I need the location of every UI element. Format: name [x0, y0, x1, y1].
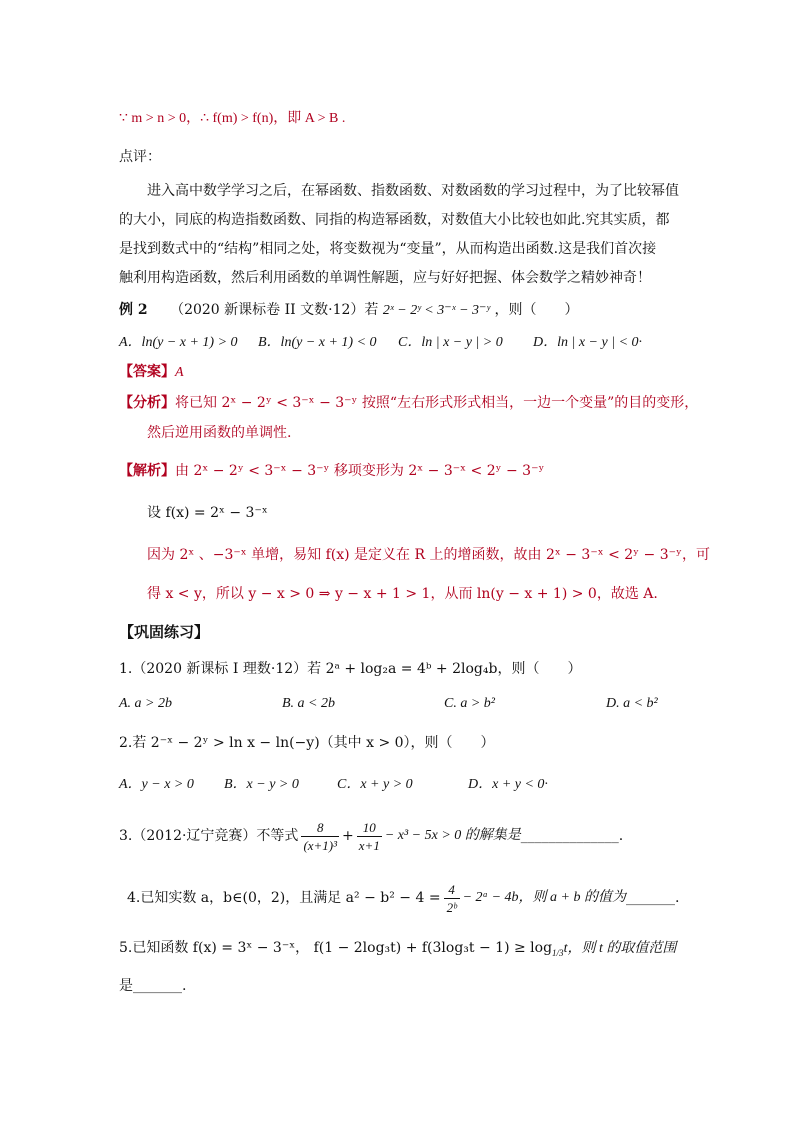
q3-fraction-2	[357, 819, 382, 854]
example-solution-1	[119, 461, 544, 481]
q5-tail: t，则 t 的取值范围	[563, 941, 677, 956]
comment-line-1: 进入高中数学学习之后，在幂函数、指数函数、对数函数的学习过程中，为了比较幂值	[147, 183, 679, 199]
q4-rest: − 2ᵃ − 4b，则 a + b 的值为	[462, 890, 626, 905]
example-label: 例 2	[119, 302, 148, 318]
q3-frac2-den: x+1	[358, 837, 380, 853]
example-answer	[119, 362, 184, 383]
practice-q1-option-c: C. a > b²	[444, 696, 495, 711]
q3-prefix: 3.（2012·辽宁竞赛）不等式	[119, 828, 299, 844]
practice-q2-option-a: A．y − x > 0	[119, 777, 194, 792]
solution-tag: 【解析】	[119, 463, 175, 479]
comment-line-2: 的大小，同底的构造指数函数、同指的构造幂函数，对数值大小比较也如此.究其实质，都	[119, 212, 670, 228]
practice-q2-option-b: B．x − y > 0	[224, 777, 299, 792]
practice-q4	[127, 876, 679, 920]
q3-frac1-den: (x+1)³	[303, 837, 338, 853]
q3-blank[interactable]: ______________.	[520, 828, 624, 844]
practice-q1-option-b: B. a < 2b	[282, 696, 335, 711]
solution-text-1: 由 2ˣ − 2ʸ < 3⁻ˣ − 3⁻ʸ 移项变形为 2ˣ − 3⁻ˣ < 2ʸ − 3⁻ʸ	[175, 463, 545, 479]
practice-q1-stem: 1.（2020 新课标 I 理数·12）若 2ᵃ + log₂a = 4ᵇ + 2log₄b，则（ ）	[119, 661, 582, 677]
q4-blank[interactable]: _______.	[625, 890, 680, 906]
practice-q2-option-c: C．x + y > 0	[337, 777, 413, 792]
comment-label: 点评：	[119, 149, 161, 165]
example-2-stem	[119, 300, 578, 321]
q3-rest: − x³ − 5x > 0 的解集是	[384, 828, 521, 843]
example-option-b: B．ln(y − x + 1) < 0	[258, 335, 377, 350]
example-condition: 2ˣ − 2ʸ < 3⁻ˣ − 3⁻ʸ	[382, 303, 491, 318]
example-source: （2020 新课标卷 II 文数·12）若	[170, 302, 379, 318]
q4-frac-num: 4	[448, 881, 455, 897]
example-tail: ，则（ ）	[494, 302, 579, 318]
example-solution-4: 得 x < y，所以 y − x > 0 ⇒ y − x + 1 > 1，从而 ln(y − x + 1) > 0，故选 A.	[147, 586, 658, 602]
practice-q5-line1	[119, 938, 676, 963]
example-solution-2: 设 f(x) = 2ˣ − 3⁻ˣ	[147, 505, 268, 521]
q3-frac1-num: 8	[316, 819, 324, 835]
practice-q2-stem: 2.若 2⁻ˣ − 2ʸ > ln x − ln(−y)（其中 x > 0），则（ ）	[119, 735, 495, 751]
q3-fraction-1	[301, 819, 339, 854]
comment-line-4: 触利用构造函数，然后利用函数的单调性解题，应与好好把握、体会数学之精妙神奇！	[119, 270, 651, 286]
analysis-text-1: 将已知 2ˣ − 2ʸ < 3⁻ˣ − 3⁻ʸ 按照“左右形式形式相当，一边一个变量”的目的变形，	[175, 395, 699, 411]
q5-text: 5.已知函数 f(x) = 3ˣ − 3⁻ˣ， f(1 − 2log₃t) + f(3log₃t − 1) ≥ log	[119, 940, 553, 956]
practice-q1-option-d: D. a < b²	[606, 696, 658, 711]
q4-fraction	[444, 881, 460, 916]
practice-q3: 3.（2012·辽宁竞赛）不等式 $\frac{8}{\text{(x+1)³}}$ + $\frac{10}{x+1}$ − x³ − 5x > 0 的解集是 ______________.	[119, 819, 624, 853]
answer-value: A	[175, 365, 184, 380]
example-analysis-2: 然后逆用函数的单调性.	[147, 425, 292, 441]
q5-log-base: 1/3	[552, 947, 564, 958]
example-analysis-1	[119, 393, 698, 413]
example-option-a: A．ln(y − x + 1) > 0	[119, 335, 238, 350]
practice-heading: 【巩固练习】	[119, 623, 210, 641]
practice-q5-line2[interactable]: 是_______.	[119, 978, 187, 994]
comment-line-3: 是找到数式中的“结构”相同之处，将变数视为“变量”，从而构造出函数.这是我们首次接	[119, 241, 657, 257]
q3-frac2-num: 10	[362, 819, 376, 835]
practice-q1-option-a: A. a > 2b	[119, 696, 172, 711]
top-conclusion-line: ∵ m > n > 0，∴ f(m) > f(n)，即 A > B .	[119, 111, 346, 126]
practice-q2-option-d: D．x + y < 0·	[468, 777, 548, 792]
answer-tag: 【答案】	[119, 364, 175, 380]
example-option-d: D．ln | x − y | < 0·	[533, 335, 643, 350]
q4-prefix: 4.已知实数 a，b∈(0，2)，且满足 a² − b² − 4 =	[127, 890, 441, 906]
q4-frac-den: 2ᵇ	[444, 898, 460, 916]
analysis-tag: 【分析】	[119, 395, 175, 411]
example-option-c: C．ln | x − y | > 0	[398, 335, 503, 350]
example-solution-3: 因为 2ˣ 、−3⁻ˣ 单增，易知 f(x) 是定义在 R 上的增函数，故由 2ˣ − 3⁻ˣ < 2ʸ − 3⁻ʸ，可	[147, 547, 710, 563]
